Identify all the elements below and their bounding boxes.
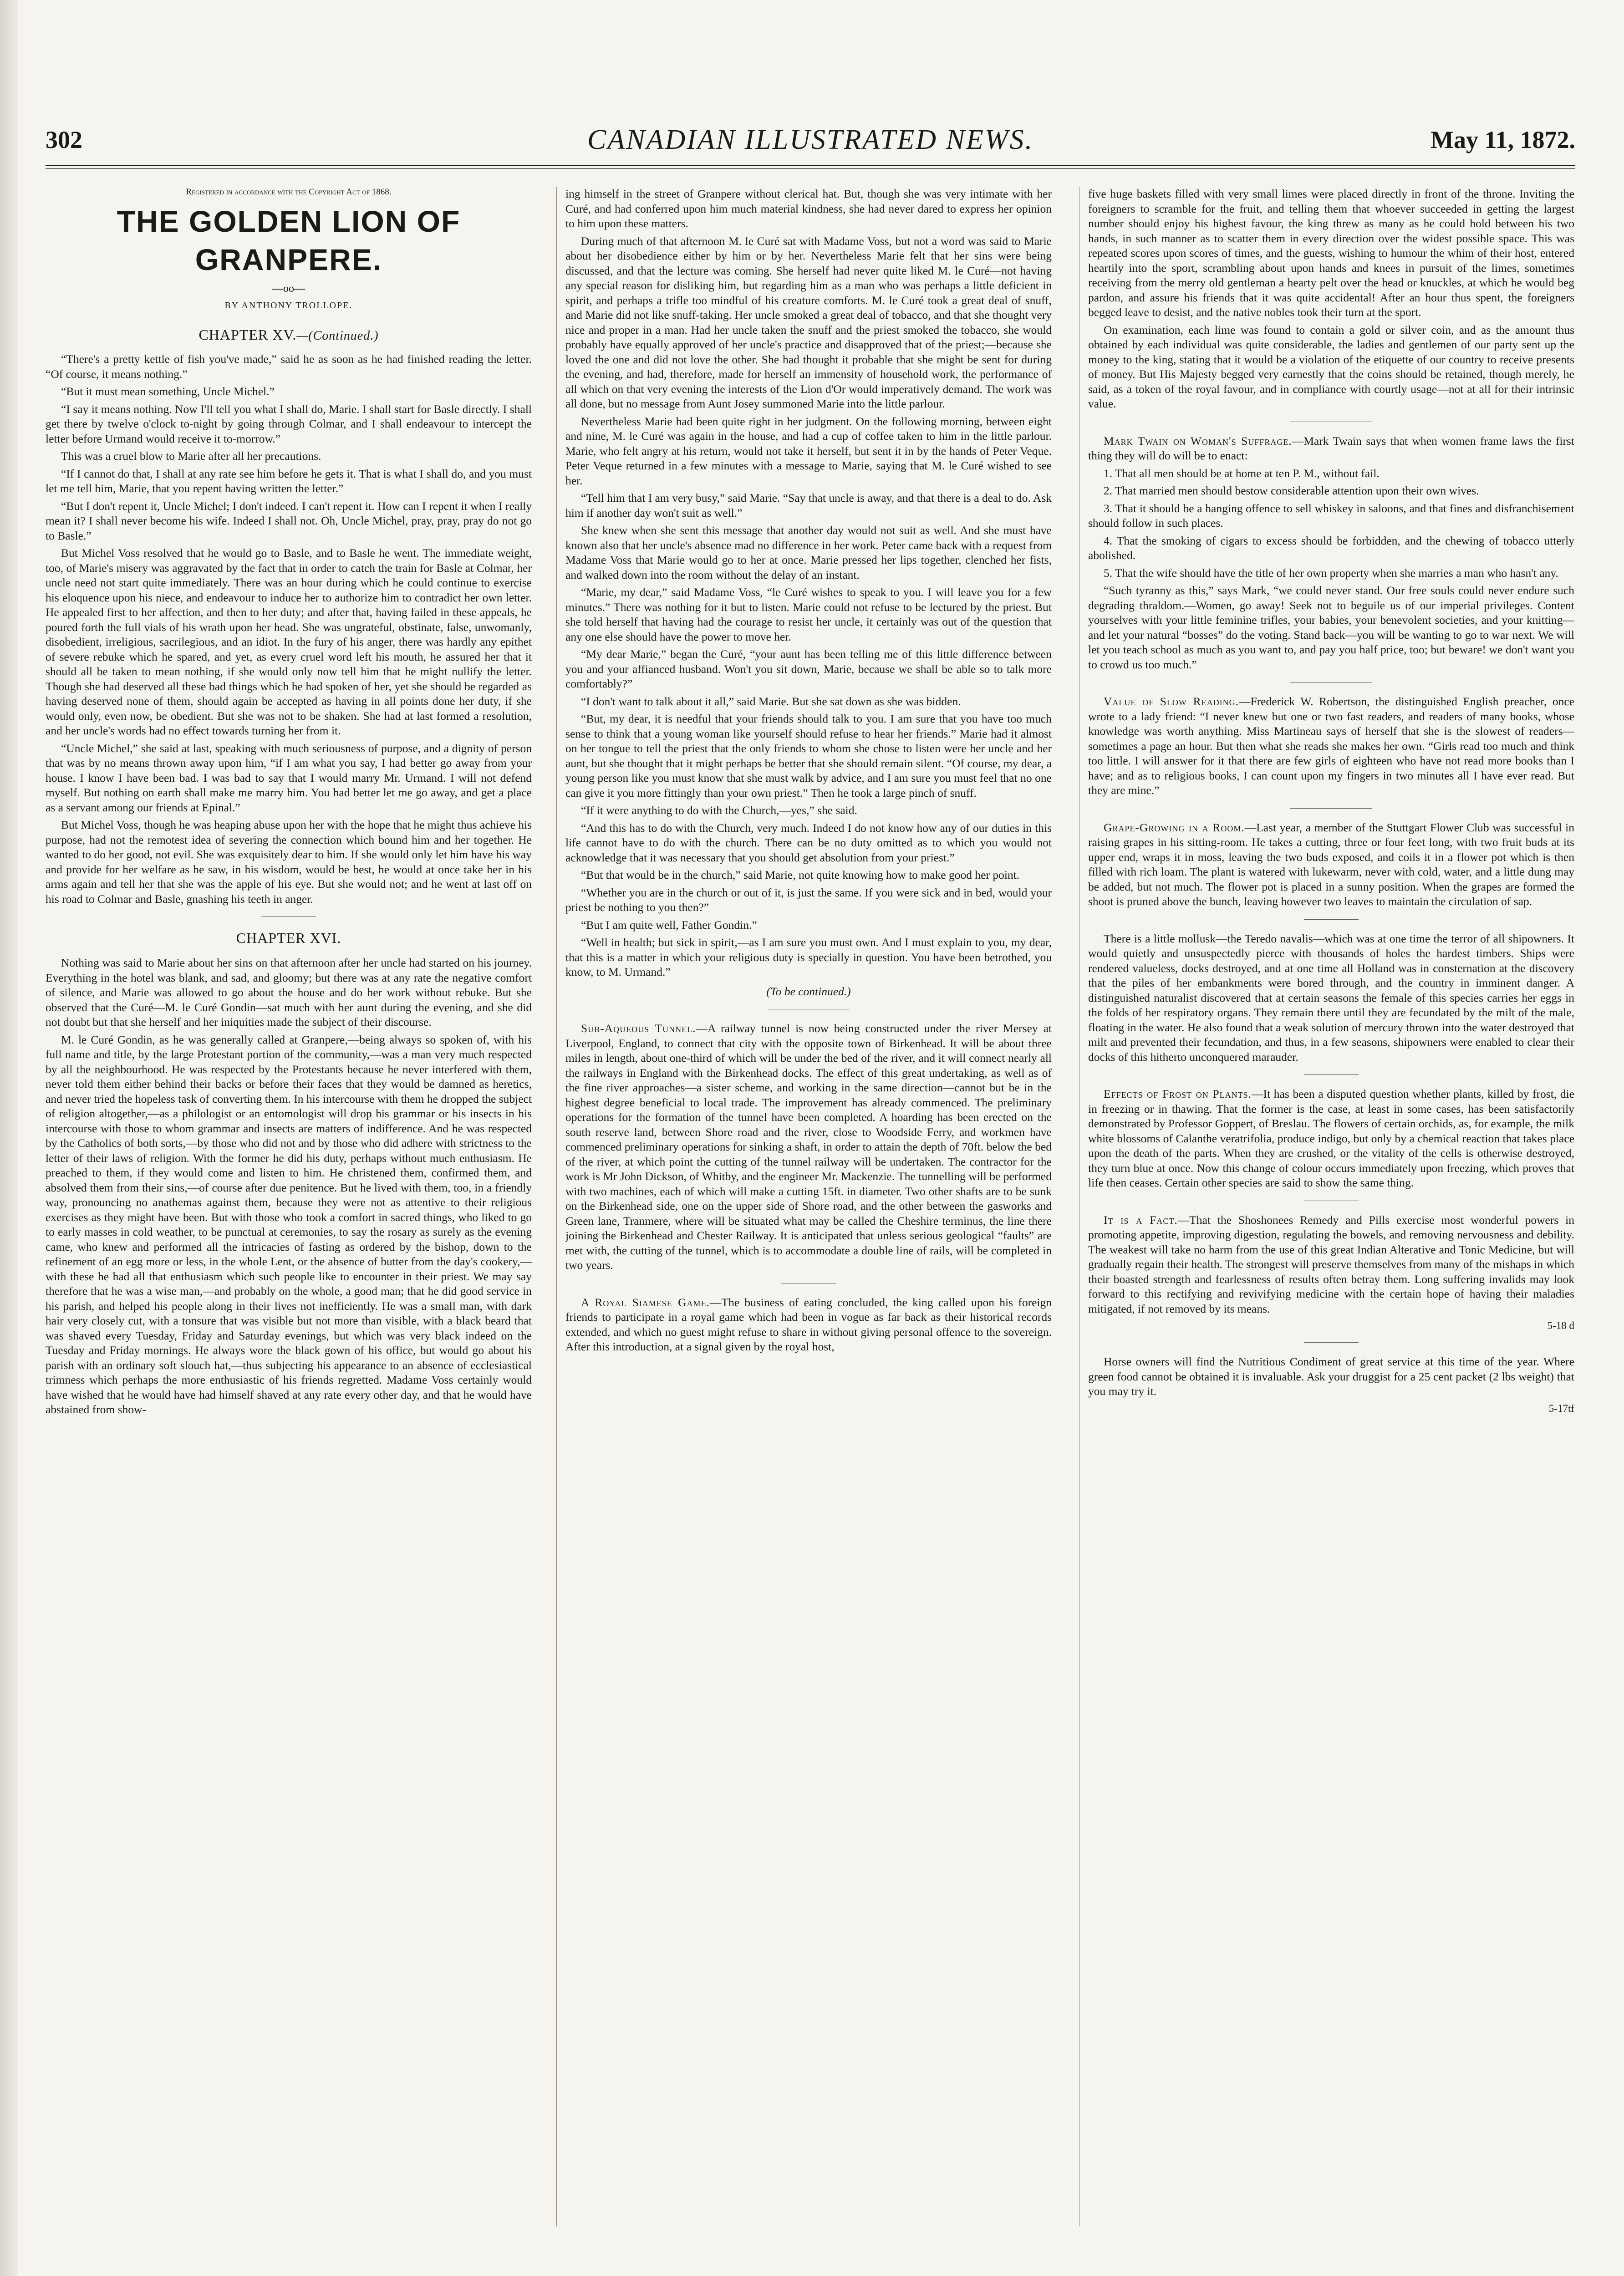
article-body: —Mark Twain says that when women frame laws the first thing they will do will be to enact:	[1088, 434, 1574, 462]
masthead-rule-thin	[46, 168, 1575, 169]
paragraph: “But, my dear, it is needful that your friends should talk to you. I am sure that you have too much sense to think that a young woman like yourself should refuse to hear her friends.” Marie had it almost on her tongue to tell the priest that the only friends to whom she chose to listen were her uncle and her aunt, but she thought that it might perhaps be better that she should remain silent. “Of course, my dear, a young person like you must know that she must walk by advice, and I am sure you must feel that no one can give it you more fittingly than your own priest.” Then he took a large pinch of snuff.	[565, 712, 1052, 799]
list-item: 3. That it should be a hanging offence to sell whiskey in saloons, and that fines and disfranchisement should follow in such places.	[1088, 501, 1574, 530]
list-item: 1. That all men should be at home at ten P. M., without fail.	[1104, 466, 1380, 480]
article-heading: Mark Twain on Woman's Suffrage.	[1104, 434, 1292, 448]
masthead-rule	[46, 165, 1575, 166]
separator-rule	[1290, 808, 1372, 809]
paragraph: “Marie, my dear,” said Madame Voss, “le Curé wishes to speak to you. I will leave you for a few minutes.” There was nothing for it but to listen. Marie could not refuse to be lectured by the priest. But she told herself that having had the courage to resist her uncle, it certainly was out of the question that any one else should have the power to move her.	[565, 586, 1052, 643]
article-frost-on-plants	[1088, 1087, 1574, 1191]
paragraph: “Well in health; but sick in spirit,—as I am sure you must own. And I must explain to you, my dear, that this is a matter in which your religious duty is specially in question. You have been betrothed, you know, to M. Urmand.”	[565, 936, 1052, 978]
column-1	[46, 187, 532, 2235]
column-rule	[556, 187, 557, 2226]
ad-code: 5-17tf	[1548, 1402, 1574, 1414]
paragraph: “But that would be in the church,” said Marie, not quite knowing how to make good her point.	[581, 868, 1020, 881]
article-body: —Last year, a member of the Stuttgart Flower Club was successful in raising grapes in his sitting-room. He takes a cutting, three or four feet long, with two fruit buds at its upper end, wraps it in moss, leaving the two buds exposed, and coils it in a flower pot which is then filled with rich loam. The plant is watered with lukewarm, never with cold, water, and a little dung may be added, but not much. The flower pot is placed in a sunny position. When the grapes are formed the shoot is pruned above the bunch, leaving however two leaves to maintain the circulation of sap.	[1088, 820, 1574, 908]
paragraph: “Such tyranny as this,” says Mark, “we could never stand. Our free souls could never endure such degrading thraldom.—Women, go away! Seek not to beguile us of our imperial privileges. Content yourselves with your little feminine trifles, your babies, your benevolent societies, and your knitting—and let your natural “bosses” do the voting. Stand back—you will be wanting to go to war next. We will let you teach school as much as you want to, and pay you half price, too; but beware! we don't want you to crowd us too much.”	[1088, 584, 1574, 671]
list-item: 2. That married men should bestow considerable attention upon their own wives.	[1104, 484, 1479, 497]
separator-rule	[1304, 919, 1359, 920]
paragraph: “But I don't repent it, Uncle Michel; I don't indeed. I can't repent it. How can I repent it when I really mean it? I shall never become his wife. Indeed I shall not. Oh, Uncle Michel, pray, pray, pray do not go to Basle.”	[46, 499, 532, 542]
chapter-continued: —(Continued.)	[296, 328, 379, 343]
paragraph: “And this has to do with the Church, very much. Indeed I do not know how any of our duties in this life cannot have to do with the church. There can be no duty omitted as to which you would not acknowledge that it was necessary that you should get absolution from your priest.”	[565, 821, 1052, 864]
byline: BY ANTHONY TROLLOPE.	[224, 300, 353, 311]
article-body: —That the Shoshonees Remedy and Pills exercise most wonderful powers in promoting appetite, improving digestion, regulating the bowels, and removing nervousness and debility. The weakest will take no harm from the use of this great Indian Alterative and Tonic Medicine, but will gradually regain their health. The strongest will preserve themselves from many of the mishaps in which their boasted strength and fearlessness of results often betray them. Long suffering invalids may look forward to this rectifying and revivifying medicine with the certain hope of having their maladies mitigated, if not removed by its means.	[1088, 1213, 1574, 1315]
paragraph: “Whether you are in the church or out of it, is just the same. If you were sick and in bed, would your priest be nothing to you then?”	[565, 886, 1052, 914]
paragraph: “If it were anything to do with the Church,—yes,” she said.	[581, 804, 857, 817]
article-it-is-a-fact	[1088, 1213, 1574, 1317]
article-sub-aqueous-tunnel	[565, 1021, 1052, 1273]
paragraph: But Michel Voss resolved that he would go to Basle, and to Basle he went. The immediate weight, too, of Marie's misery was aggravated by the fact that in order to catch the train for Basle at Colmar, her uncle need not start quite immediately. There was an hour during which he could continue to exercise his eloquence upon his niece, and endeavour to induce her to authorize him to contradict her own letter. He appealed first to her affection, and then to her duty; and after that, having failed in these appeals, he poured forth the full vials of his wrath upon her head. She was ungrateful, obstinate, false, unwomanly, disobedient, irreligious, sacrilegious, and an idiot. In the fury of his anger, there was hardly any epithet of severe rebuke which he spared, and yet, as every cruel word left his mouth, he assured her that it should all be taken to mean nothing, if she would only now tell him that he might nullify the letter. Though she had deserved all these bad things which he had spoken of her, yet she should be regarded as having deserved none of them, should again be accepted as having in all points done her duty, if she would only, even now, be obedient. But she was not to be shaken. She had at last formed a resolution, and her uncle's words had no effect towards turning her from it.	[46, 546, 532, 738]
paragraph: Nothing was said to Marie about her sins on that afternoon after her uncle had started on his journey. Everything in the hotel was blank, and sad, and gloomy; but there was at any rate the negative comfort of silence, and Marie was allowed to go about the house and do her work without rebuke. But she observed that the Curé—M. le Curé Gondin—sat much with her aunt during the evening, and she did not doubt but that she herself and her iniquities made the subject of their discourse.	[46, 956, 532, 1029]
article-heading: Value of Slow Reading.	[1104, 695, 1239, 708]
paragraph: ing himself in the street of Granpere without clerical hat. But, though she was very intimate with her Curé, and had conferred upon him much material kindness, she had never dared to express her opinion to him upon these matters.	[565, 187, 1052, 230]
article-body: —The business of eating concluded, the king called upon his foreign friends to participate in a royal game which had been in vogue as far back as their historical records extended, and which no guest might refuse to share in without giving personal offence to the sovereign. After this introduction, at a signal given by the royal host,	[565, 1295, 1052, 1353]
paragraph: “Tell him that I am very busy,” said Marie. “Say that uncle is away, and that there is a deal to do. Ask him if another day won't suit as well.”	[565, 491, 1052, 519]
article-heading: Sub-Aqueous Tunnel.	[581, 1022, 696, 1035]
paragraph: “Uncle Michel,” she said at last, speaking with much seriousness of purpose, and a dignity of person that was by no means thrown away upon him, “if I am what you say, I had better go away from your house. I know I have been bad. I was bad to say that I would marry Mr. Urmand. I will not defend myself. But nothing on earth shall make me marry him. You had better let me go away, and get a place as a servant among our friends at Epinal.”	[46, 741, 532, 814]
paragraph: She knew when she sent this message that another day would not suit as well. And she must have known also that her uncle's absence mad no difference in her work. Peter came back with a request from Madame Voss that Marie would go to her at once. Marie pressed her lips together, clenched her fists, and walked down into the room without the delay of an instant.	[565, 524, 1052, 581]
separator-rule	[1304, 1074, 1359, 1075]
paragraph: “There's a pretty kettle of fish you've made,” said he as soon as he had finished reading the letter. “Of course, it means nothing.”	[46, 352, 532, 381]
paragraph: But Michel Voss, though he was heaping abuse upon her with the hope that he might thus achieve his purpose, had not the remotest idea of severing the connection which bound him and her together. He wanted to do her good, not evil. She was exquisitely dear to him. If she would only let him have his way and provide for her welfare as he saw, in his wisdom, would be best, he would at once take her in his arms again and tell her that she was the apple of his eye. But she would not; and he went at last off on his road to Colmar and Basle, gnashing his teeth in anger.	[46, 818, 532, 906]
chapter-heading: CHAPTER XVI.	[236, 930, 341, 947]
paragraph: Nevertheless Marie had been quite right in her judgment. On the following morning, between eight and nine, M. le Curé was again in the house, and had a cup of coffee taken to him in the little parlour. Marie, who felt angry at his return, would not take it herself, but sent it in by the hands of Peter Veque. Peter Veque returned in a few minutes with a message to Marie, saying that M. le Curé wished to see her.	[565, 414, 1052, 487]
paragraph: M. le Curé Gondin, as he was generally called at Granpere,—being always so spoken of, with his full name and title, by the large Protestant portion of the community,—was a man very much respected by all the neighbourhood. He was respected by the Protestants because he never interfered with them, never told them either behind their backs or before their faces that they would be damned as heretics, and never tried the hopeless task of converting them. In his intercourse with them he dropped the subject of religion altogether,—as a philologist or an entomologist will drop his grammar or his insects in his intercourse with those to whom grammar and insects are matters of indifference. And he was respected by the Catholics of both sorts,—by those who did not and by those who did adhere with strictness to the letter of their laws of religion. With the former he did his duty, perhaps without much enthusiasm. He preached to them, if they would come and listen to him. He christened them, confirmed them, and absolved them from their sins,—of course after due penitence. But he lived with them, too, in a friendly way, pronouncing no anathemas against them, because they were not as attentive to their religious exercises as they might have been. But with those who took a comfort in sacred things, who liked to go to early masses in cold weather, to be punctual at ceremonies, to say the rosary as surely as the evening came, who knew and performed all the intricacies of fasting as ordered by the bishop, down to the refinement of an egg more or less, in the whole Lent, or the absence of butter from the day's cookery,—with these he had all that enthusiasm which such people like to encounter in their priest. We may say therefore that he was a wise man,—and probably on the whole, a good man; that he did good service in his parish, and helped his people along in their lives not inefficiently. He was a small man, with dark hair very closely cut, with a tonsure that was visible but not more than visible, with a black beard that was shaved every Tuesday, Friday and Saturday evenings, but which was very black indeed on the Tuesday and Friday mornings. He always wore the black gown of his office, but would go about his parish with an ordinary soft slouch hat,—thus subjecting his appearance to an absence of ecclesiastical trimness which perhaps the more enthusiastic of his friends regretted. Madame Voss certainly would have wished that he would have had himself shaved at any rate every other day, and that he would have abstained from show-	[46, 1033, 532, 1416]
page-number: 302	[46, 126, 82, 153]
article-mark-twain	[1088, 434, 1574, 463]
ad-code: 5-18 d	[1547, 1320, 1574, 1331]
paragraph: “If I cannot do that, I shall at any rate see him before he gets it. That is what I shall do, and you must let me tell him, Marie, that you repent having written the letter.”	[46, 467, 532, 495]
article-body: —A railway tunnel is now being constructed under the river Mersey at Liverpool, England, to connect that city with the opposite town of Birkenhead. It will be about three miles in length, about one-third of which will be under the bed of the river, and it will connect nearly all the railways in England with the Birkenhead docks. The effect of this great undertaking, as well as of the fine river approaches—a sister scheme, and working in the same direction—cannot but be in the highest degree beneficial to local trade. The improvement has already commenced. The preliminary operations for the formation of the tunnel have been completed. A hoarding has been erected on the south reserve land, between Shore road and the river, close to Woodside Ferry, and workmen have commenced preliminary operations for sinking a shaft, in order to attain the depth of 70ft. below the bed of the river, at which point the cutting of the tunnel railway will be undertaken. The contractor for the work is Mr John Dickson, of Whitby, and the engineer Mr. Mackenzie. The tunnelling will be performed with two machines, each of which will make a cutting 15ft. in diameter. Two other shafts are to be sunk on the Birkenhead side, one on the upper side of Shore road, and the other between the gasworks and Green lane, Tranmere, where will be situated what may be called the Cheshire terminus, the line there joining the Birkenhead and Chester Railway. It is anticipated that unless serious geological “faults” are met with, the cutting of the tunnel, which is to accommodate a double line of rails, will be completed in two years.	[565, 1022, 1052, 1272]
column-3	[1088, 187, 1574, 2235]
article-body: —It has been a disputed question whether plants, killed by frost, die in freezing or in thawing. That the former is the case, at least in some cases, has been satisfactorily demonstrated by Professor Goppert, of Breslau. The flowers of certain orchids, as, for example, the milk white blossoms of Calanthe veratrifolia, produce indigo, but only by a chemical reaction that takes place upon the death of the parts. When they are crushed, or the vitality of the cells is otherwise destroyed, they turn blue at once. Now this change of colour occurs immediately upon freezing, which proves that life then ceases. Certain other species are said to show the same thing.	[1088, 1087, 1574, 1189]
chapter-heading	[46, 326, 532, 344]
paragraph: five huge baskets filled with very small limes were placed directly in front of the throne. Inviting the foreigners to scramble for the fruit, and telling them that whoever succeeded in getting the largest number should enjoy his highest favour, the king threw as many as he could hold between his two hands, in such manner as to scatter them in every direction over the widest possible space. This was repeated scores upon scores of times, and the guests, wishing to humour the whim of their host, entered heartily into the sport, scrambling about upon hands and knees in pursuit of the limes, sometimes receiving from the merry old gentleman a hearty pelt over the head or knuckles, at which he would beg pardon, and assure his friends that it was quite accidental! After an hour thus spent, the foreigners begged leave to desist, and the native nobles took their turn at the sport.	[1088, 187, 1574, 319]
story-title: THE GOLDEN LION OF GRANPERE.	[117, 204, 461, 277]
to-be-continued: (To be continued.)	[766, 984, 851, 998]
list-item: 5. That the wife should have the title of her own property when she marries a man who hasn't any.	[1104, 566, 1558, 580]
article-horse-owners: Horse owners will find the Nutritious Condiment of great service at this time of the year. Where green food cannot be obtained it is invaluable. Ask your druggist for a 25 cent packet (2 lbs weight) that you may try it.	[1088, 1355, 1574, 1398]
paragraph: “But it must mean something, Uncle Michel.”	[61, 385, 275, 398]
paragraph: During much of that afternoon M. le Curé sat with Madame Voss, but not a word was said to Marie about her disobedience either by him or by her. Nevertheless Marie felt that her sins were being discussed, and that the lecture was coming. She herself had never quite liked M. le Curé—not having any special reason for disliking him, but regarding him as a man who was perhaps a little deficient in spirit, and perhaps a trifle too mindful of his creature comforts. M. le Curé took a great deal of snuff, and Marie did not like snuff-taking. Her uncle smoked a great deal of tobacco, and that she thought very nice and proper in a man. Had her uncle taken the snuff and the priest smoked the tobacco, she would probably have equally approved of her uncle's practice and disapproved that of the priest;—because she loved the one and did not love the other. She had thought it probable that she might be sent for during the evening, and had, therefore, made for herself an immensity of household work, the performance of all which on that very evening the interests of the Lion d'Or would imperatively demand. The work was all done, but no message from Aunt Josey summoned Marie into the little parlour.	[565, 234, 1052, 410]
article-mollusk: There is a little mollusk—the Teredo navalis—which was at one time the terror of all shipowners. It would quietly and unsuspectedly pierce with thousands of holes the hardest timbers. Ships were rendered valueless, docks destroyed, and at one time all Holland was in consternation at the discovery that the piles of her embankments were bored through, and the country in imminent danger. A distinguished naturalist discovered that at certain seasons the female of this species carries her eggs in the folds of her respiratory organs. They remain there until they are fecundated by the milt of the male, floating in the water. He also found that a weak solution of mercury thrown into the water destroyed that milt and prevented their fecundation, and thus, in a few seasons, shipowners were enabled to clear their docks of this hitherto unconquered marauder.	[1088, 932, 1574, 1064]
paragraph: “My dear Marie,” began the Curé, “your aunt has been telling me of this little difference between you and your affianced husband. Won't you sit down, Marie, because we shall be able so to talk more comfortably?”	[565, 647, 1052, 690]
title-ornament: —oo—	[272, 282, 305, 295]
list-item: 4. That the smoking of cigars to excess should be forbidden, and the chewing of tobacco utterly abolished.	[1088, 534, 1574, 562]
issue-date: May 11, 1872.	[1431, 126, 1575, 153]
paragraph: On examination, each lime was found to contain a gold or silver coin, and as the amount thus obtained by each individual was quite considerable, the ladies and gentlemen of our party sent up the money to the king, stating that it would be a violation of the etiquette of our country to receive presents of money. But His Majesty begged very earnestly that the coins should be retained, though merely, he said, as a token of the royal favour, and in compliance with courtly usage—not at all for their intrinsic value.	[1088, 323, 1574, 410]
page-binding-edge	[0, 0, 18, 2276]
column-2	[565, 187, 1052, 2235]
copyright-notice: Registered in accordance with the Copyright Act of 1868.	[186, 187, 392, 197]
newspaper-title: CANADIAN ILLUSTRATED NEWS.	[587, 124, 1033, 155]
article-royal-siamese-game	[565, 1295, 1052, 1354]
masthead	[46, 117, 1575, 161]
article-slow-reading	[1088, 694, 1574, 798]
article-heading: Effects of Frost on Plants.	[1104, 1087, 1252, 1100]
paragraph: “I don't want to talk about it all,” said Marie. But she sat down as she was bidden.	[581, 694, 961, 708]
article-body: —Frederick W. Robertson, the distinguished English preacher, once wrote to a lady friend: “I never knew but one or two fast readers, and readers of many books, whose knowledge was worth anything. Miss Martineau says of herself that she is the slowest of readers—sometimes a page an hour. But then what she reads she makes her own. “Girls read too much and think too little. I will answer for it that there are few girls of eighteen who have not read more books than I have; and as to religious books, I can count upon my fingers in two minutes all I have ever read. But they are mine.”	[1088, 695, 1574, 797]
article-heading: A Royal Siamese Game.	[581, 1295, 710, 1309]
separator-rule	[1304, 1342, 1359, 1343]
article-heading: It is a Fact.	[1104, 1213, 1178, 1227]
paragraph: This was a cruel blow to Marie after all her precautions.	[61, 449, 321, 463]
article-heading: Grape-Growing in a Room.	[1104, 820, 1245, 834]
article-grape-growing	[1088, 820, 1574, 909]
paragraph: “I say it means nothing. Now I'll tell you what I shall do, Marie. I shall start for Basle directly. I shall get there by twelve o'clock to-night by going through Colmar, and I shall endeavour to intercept the letter before Urmand would receive it to-morrow.”	[46, 402, 532, 445]
paragraph: “But I am quite well, Father Gondin.”	[581, 918, 757, 932]
chapter-number: CHAPTER XV.	[199, 326, 297, 343]
